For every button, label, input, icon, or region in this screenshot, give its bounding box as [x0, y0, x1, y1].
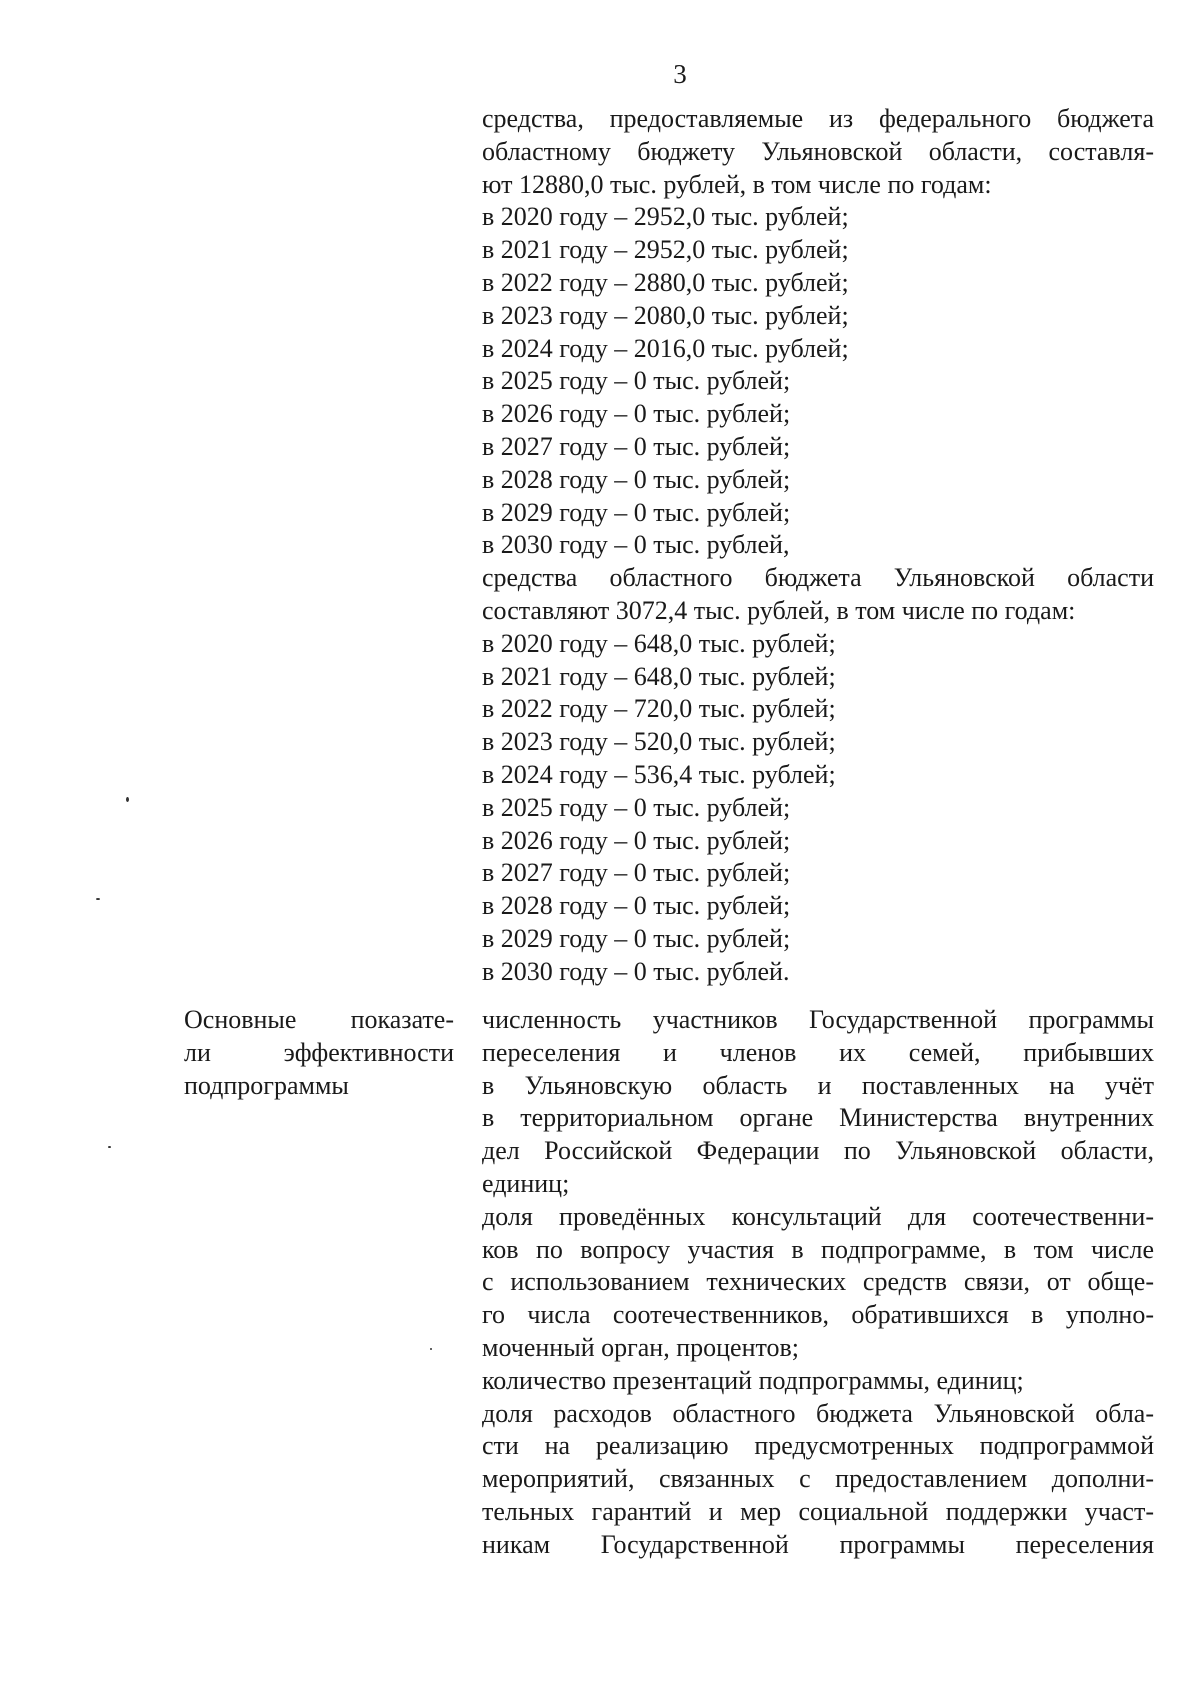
page-number: 3	[673, 59, 687, 89]
federal-year-line: в 2020 году – 2952,0 тыс. рублей;	[482, 202, 849, 232]
regional-year-line: в 2026 году – 0 тыс. рублей;	[482, 825, 791, 855]
indicator-line: сти на реализацию предусмотренных подпрограммой	[482, 1431, 1154, 1461]
federal-year-line: в 2029 году – 0 тыс. рублей;	[482, 497, 791, 527]
indicator-line: тельных гарантий и мер социальной поддержки участ-	[482, 1496, 1154, 1526]
federal-intro-line: ют 12880,0 тыс. рублей, в том числе по годам:	[482, 169, 992, 199]
indicators-label	[184, 1004, 454, 1102]
regional-intro-line: составляют 3072,4 тыс. рублей, в том числе по годам:	[482, 595, 1076, 625]
regional-year-line: в 2029 году – 0 тыс. рублей;	[482, 923, 791, 953]
federal-year-line: в 2030 году – 0 тыс. рублей,	[482, 530, 790, 560]
indicator-line: ков по вопросу участия в подпрограмме, в том числе	[482, 1234, 1154, 1264]
federal-year-line: в 2026 году – 0 тыс. рублей;	[482, 399, 791, 429]
federal-intro-line: средства, предоставляемые из федерального бюджета	[482, 104, 1154, 133]
indicators-label-line: Основные показате-	[184, 1005, 454, 1034]
indicator-line: моченный орган, процентов;	[482, 1332, 800, 1362]
indicators-label-line: подпрограммы	[184, 1070, 349, 1100]
indicator-line: го числа соотечественников, обратившихся в уполно-	[482, 1300, 1154, 1330]
regional-year-line: в 2027 году – 0 тыс. рублей;	[482, 858, 791, 888]
regional-intro-line: средства областного бюджета Ульяновской области	[482, 563, 1154, 593]
federal-year-line: в 2025 году – 0 тыс. рублей;	[482, 366, 791, 396]
regional-year-line: в 2023 году – 520,0 тыс. рублей;	[482, 727, 836, 757]
scan-speck	[126, 797, 129, 802]
federal-year-line: в 2023 году – 2080,0 тыс. рублей;	[482, 300, 849, 330]
federal-year-line: в 2027 году – 0 тыс. рублей;	[482, 431, 791, 461]
indicator-line: доля проведённых консультаций для соотечественни-	[482, 1201, 1154, 1231]
scan-speck	[430, 1348, 432, 1350]
indicator-line: переселения и членов их семей, прибывших	[482, 1037, 1154, 1067]
regional-year-line: в 2021 году – 648,0 тыс. рублей;	[482, 661, 836, 691]
indicator-line: в Ульяновскую область и поставленных на учёт	[482, 1070, 1154, 1100]
federal-year-line: в 2021 году – 2952,0 тыс. рублей;	[482, 235, 849, 265]
funding-section	[482, 103, 1154, 989]
federal-intro-line: областному бюджету Ульяновской области, составля-	[482, 136, 1154, 166]
indicator-line: доля расходов областного бюджета Ульяновской обла-	[482, 1398, 1154, 1428]
federal-year-line: в 2024 году – 2016,0 тыс. рублей;	[482, 333, 849, 363]
regional-year-line: в 2025 году – 0 тыс. рублей;	[482, 792, 791, 822]
scan-speck	[96, 898, 100, 900]
indicator-line: единиц;	[482, 1168, 570, 1198]
indicators-content	[482, 1004, 1154, 1562]
federal-year-line: в 2022 году – 2880,0 тыс. рублей;	[482, 267, 849, 297]
regional-year-line: в 2020 году – 648,0 тыс. рублей;	[482, 628, 836, 658]
indicator-line: никам Государственной программы переселения	[482, 1529, 1154, 1559]
regional-year-line: в 2030 году – 0 тыс. рублей.	[482, 956, 790, 986]
regional-year-line: в 2024 году – 536,4 тыс. рублей;	[482, 759, 836, 789]
indicator-line: численность участников Государственной программы	[482, 1005, 1154, 1034]
indicator-line: количество презентаций подпрограммы, единиц;	[482, 1365, 1024, 1395]
indicators-label-line: ли эффективности	[184, 1037, 454, 1067]
scan-speck	[108, 1146, 111, 1148]
indicator-line: с использованием технических средств связи, от обще-	[482, 1267, 1154, 1297]
indicator-line: мероприятий, связанных с предоставлением дополни-	[482, 1464, 1154, 1494]
regional-year-line: в 2028 году – 0 тыс. рублей;	[482, 891, 791, 921]
federal-year-line: в 2028 году – 0 тыс. рублей;	[482, 464, 791, 494]
indicator-line: дел Российской Федерации по Ульяновской области,	[482, 1136, 1154, 1166]
regional-year-line: в 2022 году – 720,0 тыс. рублей;	[482, 694, 836, 724]
indicator-line: в территориальном органе Министерства внутренних	[482, 1103, 1154, 1133]
